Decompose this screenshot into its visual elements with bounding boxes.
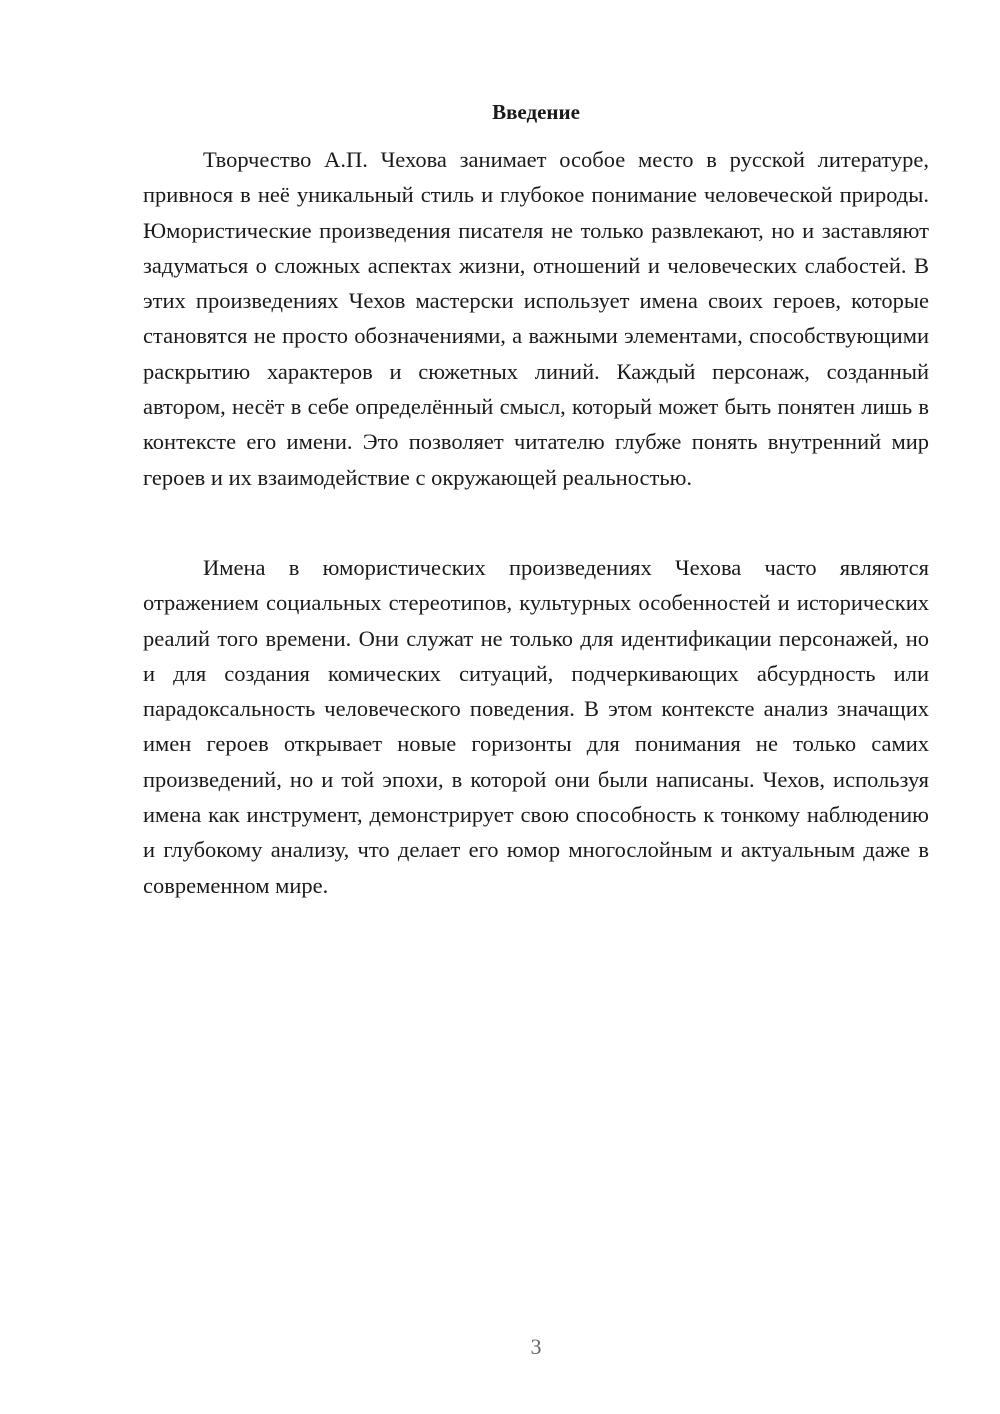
paragraph-1: Творчество А.П. Чехова занимает особое место в русской литературе, привнося в неё уникальный стиль и глубокое понимание человеческой природы. Юмористические произведения писателя не только развлекают, но и заставляют задуматься о сложных аспектах жизни, отношений и человеческих слабостей. В этих произведениях Чехов мастерски использует имена своих героев, которые становятся не просто обозначениями, а важными элементами, способствующими раскрытию характеров и сюжетных линий. Каждый персонаж, созданный автором, несёт в себе определённый смысл, который может быть понятен лишь в контексте его имени. Это позволяет читателю глубже понять внутренний мир героев и их взаимодействие с окружающей реальностью. [143,147,929,490]
section-title: Введение [492,100,580,124]
page-number: 3 [530,1334,542,1359]
paragraph-2: Имена в юмористических произведениях Чехова часто являются отражением социальных стереотипов, культурных особенностей и исторических реалий того времени. Они служат не только для идентификации персонажей, но и для создания комических ситуаций, подчеркивающих абсурдность или парадоксальность человеческого поведения. В этом контексте анализ значащих имен героев открывает новые горизонты для понимания не только самих произведений, но и той эпохи, в которой они были написаны. Чехов, используя имена как инструмент, демонстрирует свою способность к тонкому наблюдению и глубокому анализу, что делает его юмор многослойным и актуальным даже в современном мире. [143,555,929,898]
